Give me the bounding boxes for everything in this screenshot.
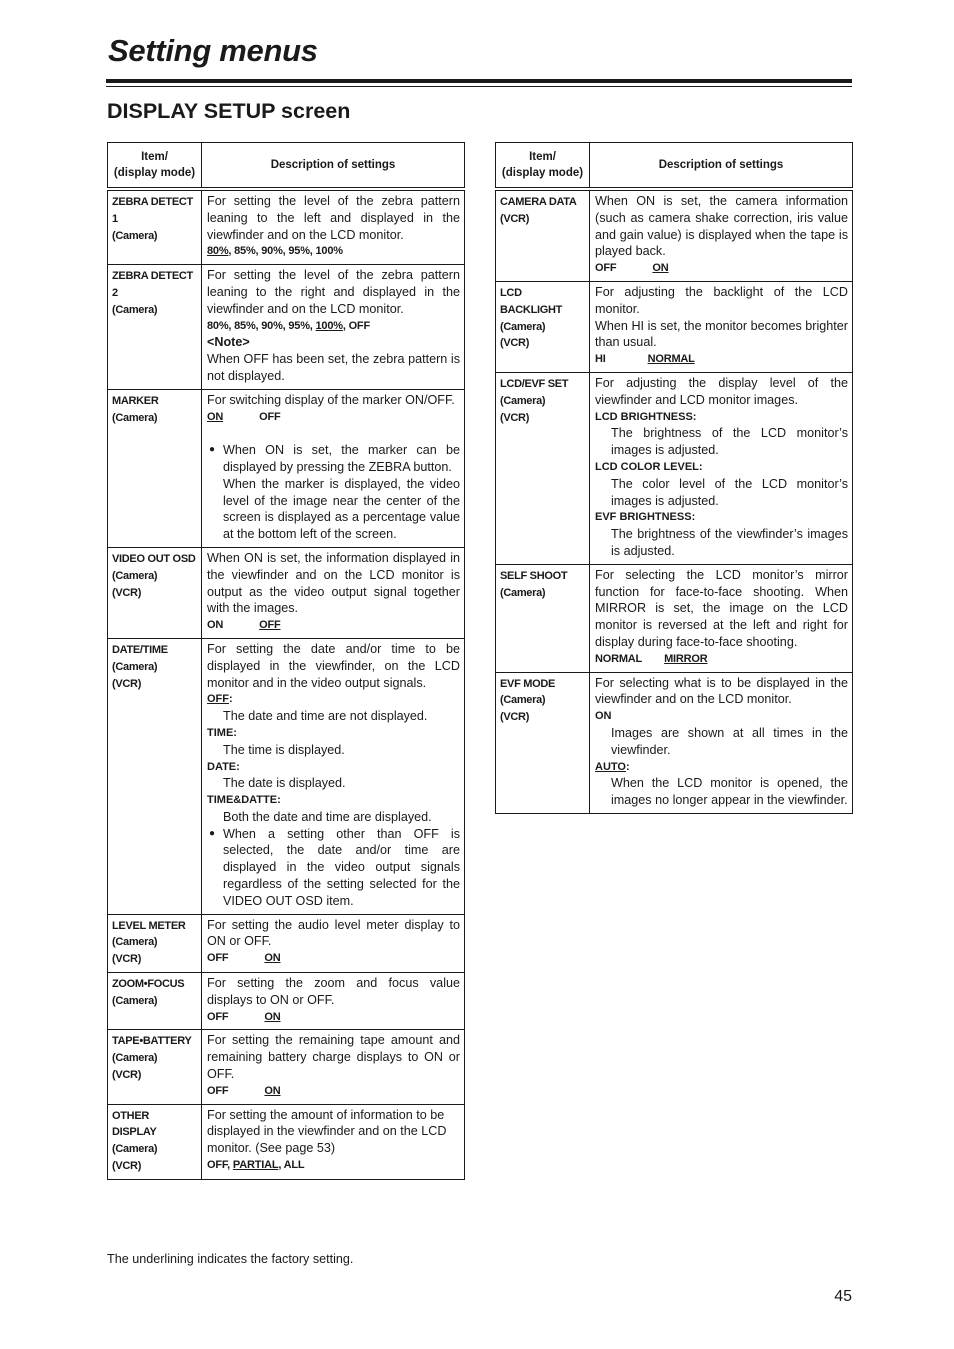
description-cell: For setting the date and/or time to be displayed in the viewfinder, on the LCD monitor and in the video output signals. OFF: The date and time are not displayed. TIME: The time is displayed. DATE: The date is displayed. TIME&DATTE: Both the date and time are displayed. ● When a setting other than OFF is selected, the date and/or time are displayed in the video output signals regardless of the setting selected for the VIDEO OUT OSD item. xyxy=(202,638,465,914)
options-line: OFF, PARTIAL, ALL xyxy=(207,1159,305,1172)
table-header-row xyxy=(496,143,853,190)
table-row-lcd-backlight xyxy=(496,281,853,372)
description-cell: For setting the amount of information to be displayed in the viewfinder and on the LCD monitor. (See page 53) OFF, PARTIAL, ALL xyxy=(202,1104,465,1179)
header-description: Description of settings xyxy=(590,143,853,190)
bullet-note: ● When ON is set, the marker can be displayed by pressing the ZEBRA button. When the marker is displayed, the video level of the image near the center of the screen is displayed as a percentage value at the bottom left of the screen. xyxy=(207,442,460,543)
description-cell: For setting the remaining tape amount and remaining battery charge displays to ON or OFF. OFF ON xyxy=(202,1030,465,1104)
options-line: ON OFF xyxy=(207,619,281,632)
table-row-date-time xyxy=(108,638,465,914)
page-title: Setting menus xyxy=(108,33,318,68)
title-rule-thin xyxy=(106,86,852,87)
footnote: The underlining indicates the factory setting. xyxy=(107,1252,354,1266)
settings-table-right xyxy=(495,142,853,814)
item-cell: DATE/TIME (Camera) (VCR) xyxy=(108,638,202,914)
description-cell: For selecting the LCD monitor’s mirror function for face-to-face shooting. When MIRROR is set, the image on the LCD monitor is reversed at the left and right for display during face-to-face shooting. NORMAL MIRROR xyxy=(590,564,853,672)
section-title: DISPLAY SETUP screen xyxy=(107,99,351,123)
table-row-camera-data xyxy=(496,189,853,281)
header-item: Item/ (display mode) xyxy=(496,143,590,190)
description-cell: For adjusting the backlight of the LCD monitor. When HI is set, the monitor becomes brighter than usual. HI NORMAL xyxy=(590,281,853,372)
table-row-zebra-detect-1 xyxy=(108,189,465,265)
description-cell: For setting the level of the zebra pattern leaning to the left and displayed in the viewfinder and on the LCD monitor. 80%, 85%, 90%, 95%, 100% xyxy=(202,189,465,265)
description-cell: For setting the level of the zebra pattern leaning to the right and displayed in the viewfinder and on the LCD monitor. 80%, 85%, 90%, 95%, 100%, OFF <Note> When OFF has been set, the zebra pattern is not displayed. xyxy=(202,265,465,390)
description-cell: For selecting what is to be displayed in the viewfinder and on the LCD monitor. ON Images are shown at all times in the viewfinder. AUTO: When the LCD monitor is opened, the images no longer appear in the viewfinder. xyxy=(590,672,853,813)
table-row-other-display xyxy=(108,1104,465,1179)
table-row-self-shoot xyxy=(496,564,853,672)
table-row-zoom-focus xyxy=(108,973,465,1030)
options-line: OFF ON xyxy=(207,952,281,965)
description-cell: When ON is set, the information displayed in the viewfinder and on the LCD monitor is output as the video output signal together with the images. ON OFF xyxy=(202,547,465,638)
table-header-row xyxy=(108,143,465,190)
options-line: HI NORMAL xyxy=(595,353,695,366)
header-description: Description of settings xyxy=(202,143,465,190)
item-cell: ZEBRA DETECT 2 (Camera) xyxy=(108,265,202,390)
item-cell: ZOOM•FOCUS (Camera) xyxy=(108,973,202,1030)
item-cell: MARKER (Camera) xyxy=(108,389,202,547)
options-line: OFF ON xyxy=(207,1084,281,1097)
options-line: OFF ON xyxy=(595,262,669,275)
item-cell: CAMERA DATA (VCR) xyxy=(496,189,590,281)
table-row-zebra-detect-2 xyxy=(108,265,465,390)
description-cell: For setting the zoom and focus value displays to ON or OFF. OFF ON xyxy=(202,973,465,1030)
table-row-video-out-osd xyxy=(108,547,465,638)
table-row-evf-mode xyxy=(496,672,853,813)
item-cell: SELF SHOOT (Camera) xyxy=(496,564,590,672)
options-line: 80%, 85%, 90%, 95%, 100%, OFF xyxy=(207,319,370,332)
item-cell: EVF MODE (Camera) (VCR) xyxy=(496,672,590,813)
item-cell: OTHER DISPLAY (Camera) (VCR) xyxy=(108,1104,202,1179)
note-label: <Note> xyxy=(207,335,250,350)
item-cell: ZEBRA DETECT 1 (Camera) xyxy=(108,189,202,265)
table-row-tape-battery xyxy=(108,1030,465,1104)
options-line: NORMAL MIRROR xyxy=(595,652,708,665)
options-line: 80%, 85%, 90%, 95%, 100% xyxy=(207,245,343,258)
bullet-note: ● When a setting other than OFF is selected, the date and/or time are displayed in the video output signals regardless of the setting selected for the VIDEO OUT OSD item. xyxy=(207,826,460,910)
item-cell: VIDEO OUT OSD (Camera) (VCR) xyxy=(108,547,202,638)
table-row-lcd-evf-set xyxy=(496,372,853,564)
table-row-level-meter xyxy=(108,914,465,972)
item-cell: LEVEL METER (Camera) (VCR) xyxy=(108,914,202,972)
options-line: OFF ON xyxy=(207,1010,281,1023)
description-cell: For adjusting the display level of the viewfinder and LCD monitor images. LCD BRIGHTNESS: The brightness of the LCD monitor’s images is adjusted. LCD COLOR LEVEL: The color level of the LCD monitor’s images is adjusted. EVF BRIGHTNESS: The brightness of the viewfinder’s images is adjusted. xyxy=(590,372,853,564)
settings-table-left xyxy=(107,142,465,1180)
description-cell: For setting the audio level meter display to ON or OFF. OFF ON xyxy=(202,914,465,972)
description-cell: For switching display of the marker ON/OFF. ON OFF ● When ON is set, the marker can be displayed by pressing the ZEBRA button. When the marker is displayed, the video level of the image near the center of the screen is displayed as a percentage value at the bottom left of the screen. xyxy=(202,389,465,547)
note-text: When OFF has been set, the zebra pattern is not displayed. xyxy=(207,352,460,383)
header-item: Item/ (display mode) xyxy=(108,143,202,190)
item-cell: TAPE•BATTERY (Camera) (VCR) xyxy=(108,1030,202,1104)
item-cell: LCD/EVF SET (Camera) (VCR) xyxy=(496,372,590,564)
title-rule xyxy=(106,79,852,83)
item-cell: LCD BACKLIGHT (Camera) (VCR) xyxy=(496,281,590,372)
description-cell: When ON is set, the camera information (such as camera shake correction, iris value and gain value) is displayed when the tape is played back. OFF ON xyxy=(590,189,853,281)
table-row-marker xyxy=(108,389,465,547)
options-line: ON OFF xyxy=(207,410,281,423)
page-number: 45 xyxy=(834,1288,852,1305)
